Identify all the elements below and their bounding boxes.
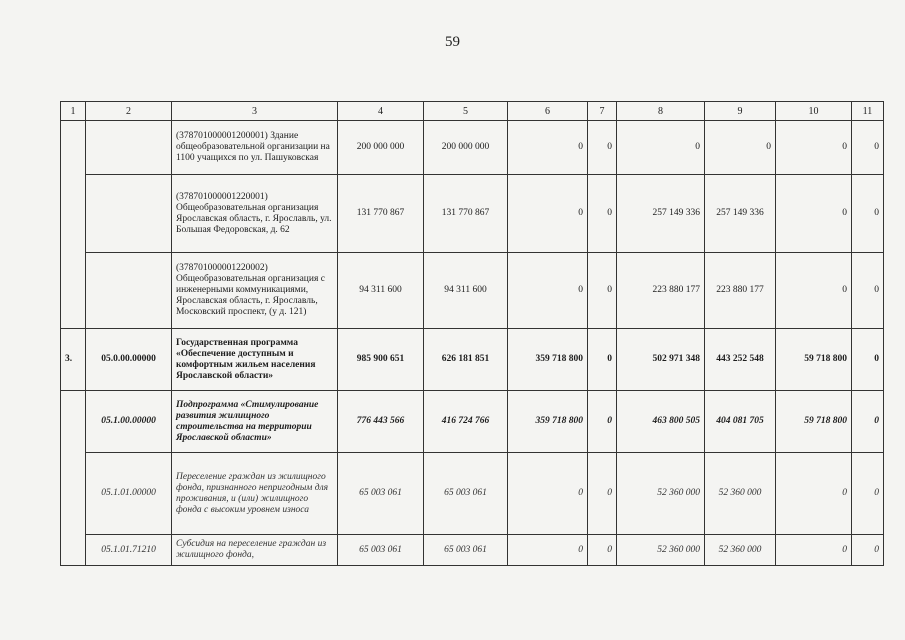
row-number-cell (61, 121, 86, 329)
header-cell: 6 (508, 102, 588, 121)
value-cell: 0 (588, 121, 617, 175)
value-cell: 0 (508, 453, 588, 535)
value-cell: 94 311 600 (424, 253, 508, 329)
name-cell: (378701000001200001) Здание общеобразовательной организации на 1100 учащихся по ул. Пашуковская (172, 121, 338, 175)
value-cell: 0 (508, 535, 588, 566)
page-number: 59 (445, 34, 460, 50)
value-cell: 257 149 336 (705, 175, 776, 253)
budget-table (60, 101, 884, 566)
value-cell: 0 (852, 453, 884, 535)
value-cell: 359 718 800 (508, 329, 588, 391)
header-cell: 11 (852, 102, 884, 121)
header-cell: 5 (424, 102, 508, 121)
header-cell: 7 (588, 102, 617, 121)
value-cell: 626 181 851 (424, 329, 508, 391)
table-row (61, 253, 884, 329)
value-cell: 52 360 000 (705, 535, 776, 566)
table-row (61, 121, 884, 175)
value-cell: 0 (508, 253, 588, 329)
value-cell: 443 252 548 (705, 329, 776, 391)
code-cell: 05.0.00.00000 (86, 329, 172, 391)
value-cell: 776 443 566 (338, 391, 424, 453)
value-cell: 416 724 766 (424, 391, 508, 453)
value-cell: 223 880 177 (705, 253, 776, 329)
table-row (61, 535, 884, 566)
value-cell: 404 081 705 (705, 391, 776, 453)
header-cell: 8 (617, 102, 705, 121)
value-cell: 0 (852, 253, 884, 329)
value-cell: 0 (776, 453, 852, 535)
name-cell: (378701000001220002) Общеобразовательная организация с инженерными коммуникациями, Ярославская область, г. Ярославль, Московский проспект, (у д. 121) (172, 253, 338, 329)
value-cell: 131 770 867 (338, 175, 424, 253)
name-cell: Субсидия на переселение граждан из жилищного фонда, (172, 535, 338, 566)
value-cell: 59 718 800 (776, 329, 852, 391)
value-cell: 0 (852, 391, 884, 453)
row-number-cell: 3. (61, 329, 86, 391)
value-cell: 0 (852, 329, 884, 391)
value-cell: 52 360 000 (617, 453, 705, 535)
value-cell: 131 770 867 (424, 175, 508, 253)
header-cell: 10 (776, 102, 852, 121)
value-cell: 0 (705, 121, 776, 175)
value-cell: 52 360 000 (705, 453, 776, 535)
name-cell: Государственная программа «Обеспечение доступным и комфортным жильем населения Ярославской области» (172, 329, 338, 391)
value-cell: 0 (852, 175, 884, 253)
value-cell: 0 (588, 329, 617, 391)
code-cell: 05.1.00.00000 (86, 391, 172, 453)
value-cell: 65 003 061 (424, 453, 508, 535)
value-cell: 65 003 061 (338, 453, 424, 535)
value-cell: 257 149 336 (617, 175, 705, 253)
value-cell: 985 900 651 (338, 329, 424, 391)
code-cell: 05.1.01.71210 (86, 535, 172, 566)
value-cell: 223 880 177 (617, 253, 705, 329)
header-cell: 3 (172, 102, 338, 121)
value-cell: 463 800 505 (617, 391, 705, 453)
value-cell: 0 (588, 391, 617, 453)
name-cell: (378701000001220001) Общеобразовательная организация Ярославская область, г. Ярославль, ул. Большая Федоровская, д. 62 (172, 175, 338, 253)
header-cell: 1 (61, 102, 86, 121)
code-cell (86, 175, 172, 253)
value-cell: 94 311 600 (338, 253, 424, 329)
header-cell: 4 (338, 102, 424, 121)
value-cell: 0 (852, 121, 884, 175)
value-cell: 59 718 800 (776, 391, 852, 453)
value-cell: 200 000 000 (424, 121, 508, 175)
value-cell: 52 360 000 (617, 535, 705, 566)
value-cell: 0 (508, 175, 588, 253)
name-cell: Подпрограмма «Стимулирование развития жилищного строительства на территории Ярославской области» (172, 391, 338, 453)
value-cell: 0 (588, 535, 617, 566)
value-cell: 0 (776, 253, 852, 329)
value-cell: 359 718 800 (508, 391, 588, 453)
value-cell: 0 (776, 121, 852, 175)
name-cell: Переселение граждан из жилищного фонда, признанного непригодным для проживания, и (или) жилищного фонда с высоким уровнем износа (172, 453, 338, 535)
table-row (61, 391, 884, 453)
value-cell: 0 (617, 121, 705, 175)
code-cell (86, 253, 172, 329)
value-cell: 0 (588, 253, 617, 329)
value-cell: 0 (508, 121, 588, 175)
value-cell: 0 (852, 535, 884, 566)
table-row (61, 175, 884, 253)
table-row (61, 329, 884, 391)
value-cell: 0 (776, 175, 852, 253)
header-row (61, 102, 884, 121)
value-cell: 0 (588, 453, 617, 535)
value-cell: 65 003 061 (424, 535, 508, 566)
value-cell: 502 971 348 (617, 329, 705, 391)
value-cell: 0 (776, 535, 852, 566)
value-cell: 0 (588, 175, 617, 253)
value-cell: 65 003 061 (338, 535, 424, 566)
header-cell: 2 (86, 102, 172, 121)
code-cell (86, 121, 172, 175)
header-cell: 9 (705, 102, 776, 121)
value-cell: 200 000 000 (338, 121, 424, 175)
row-number-cell (61, 391, 86, 566)
code-cell: 05.1.01.00000 (86, 453, 172, 535)
table-row (61, 453, 884, 535)
